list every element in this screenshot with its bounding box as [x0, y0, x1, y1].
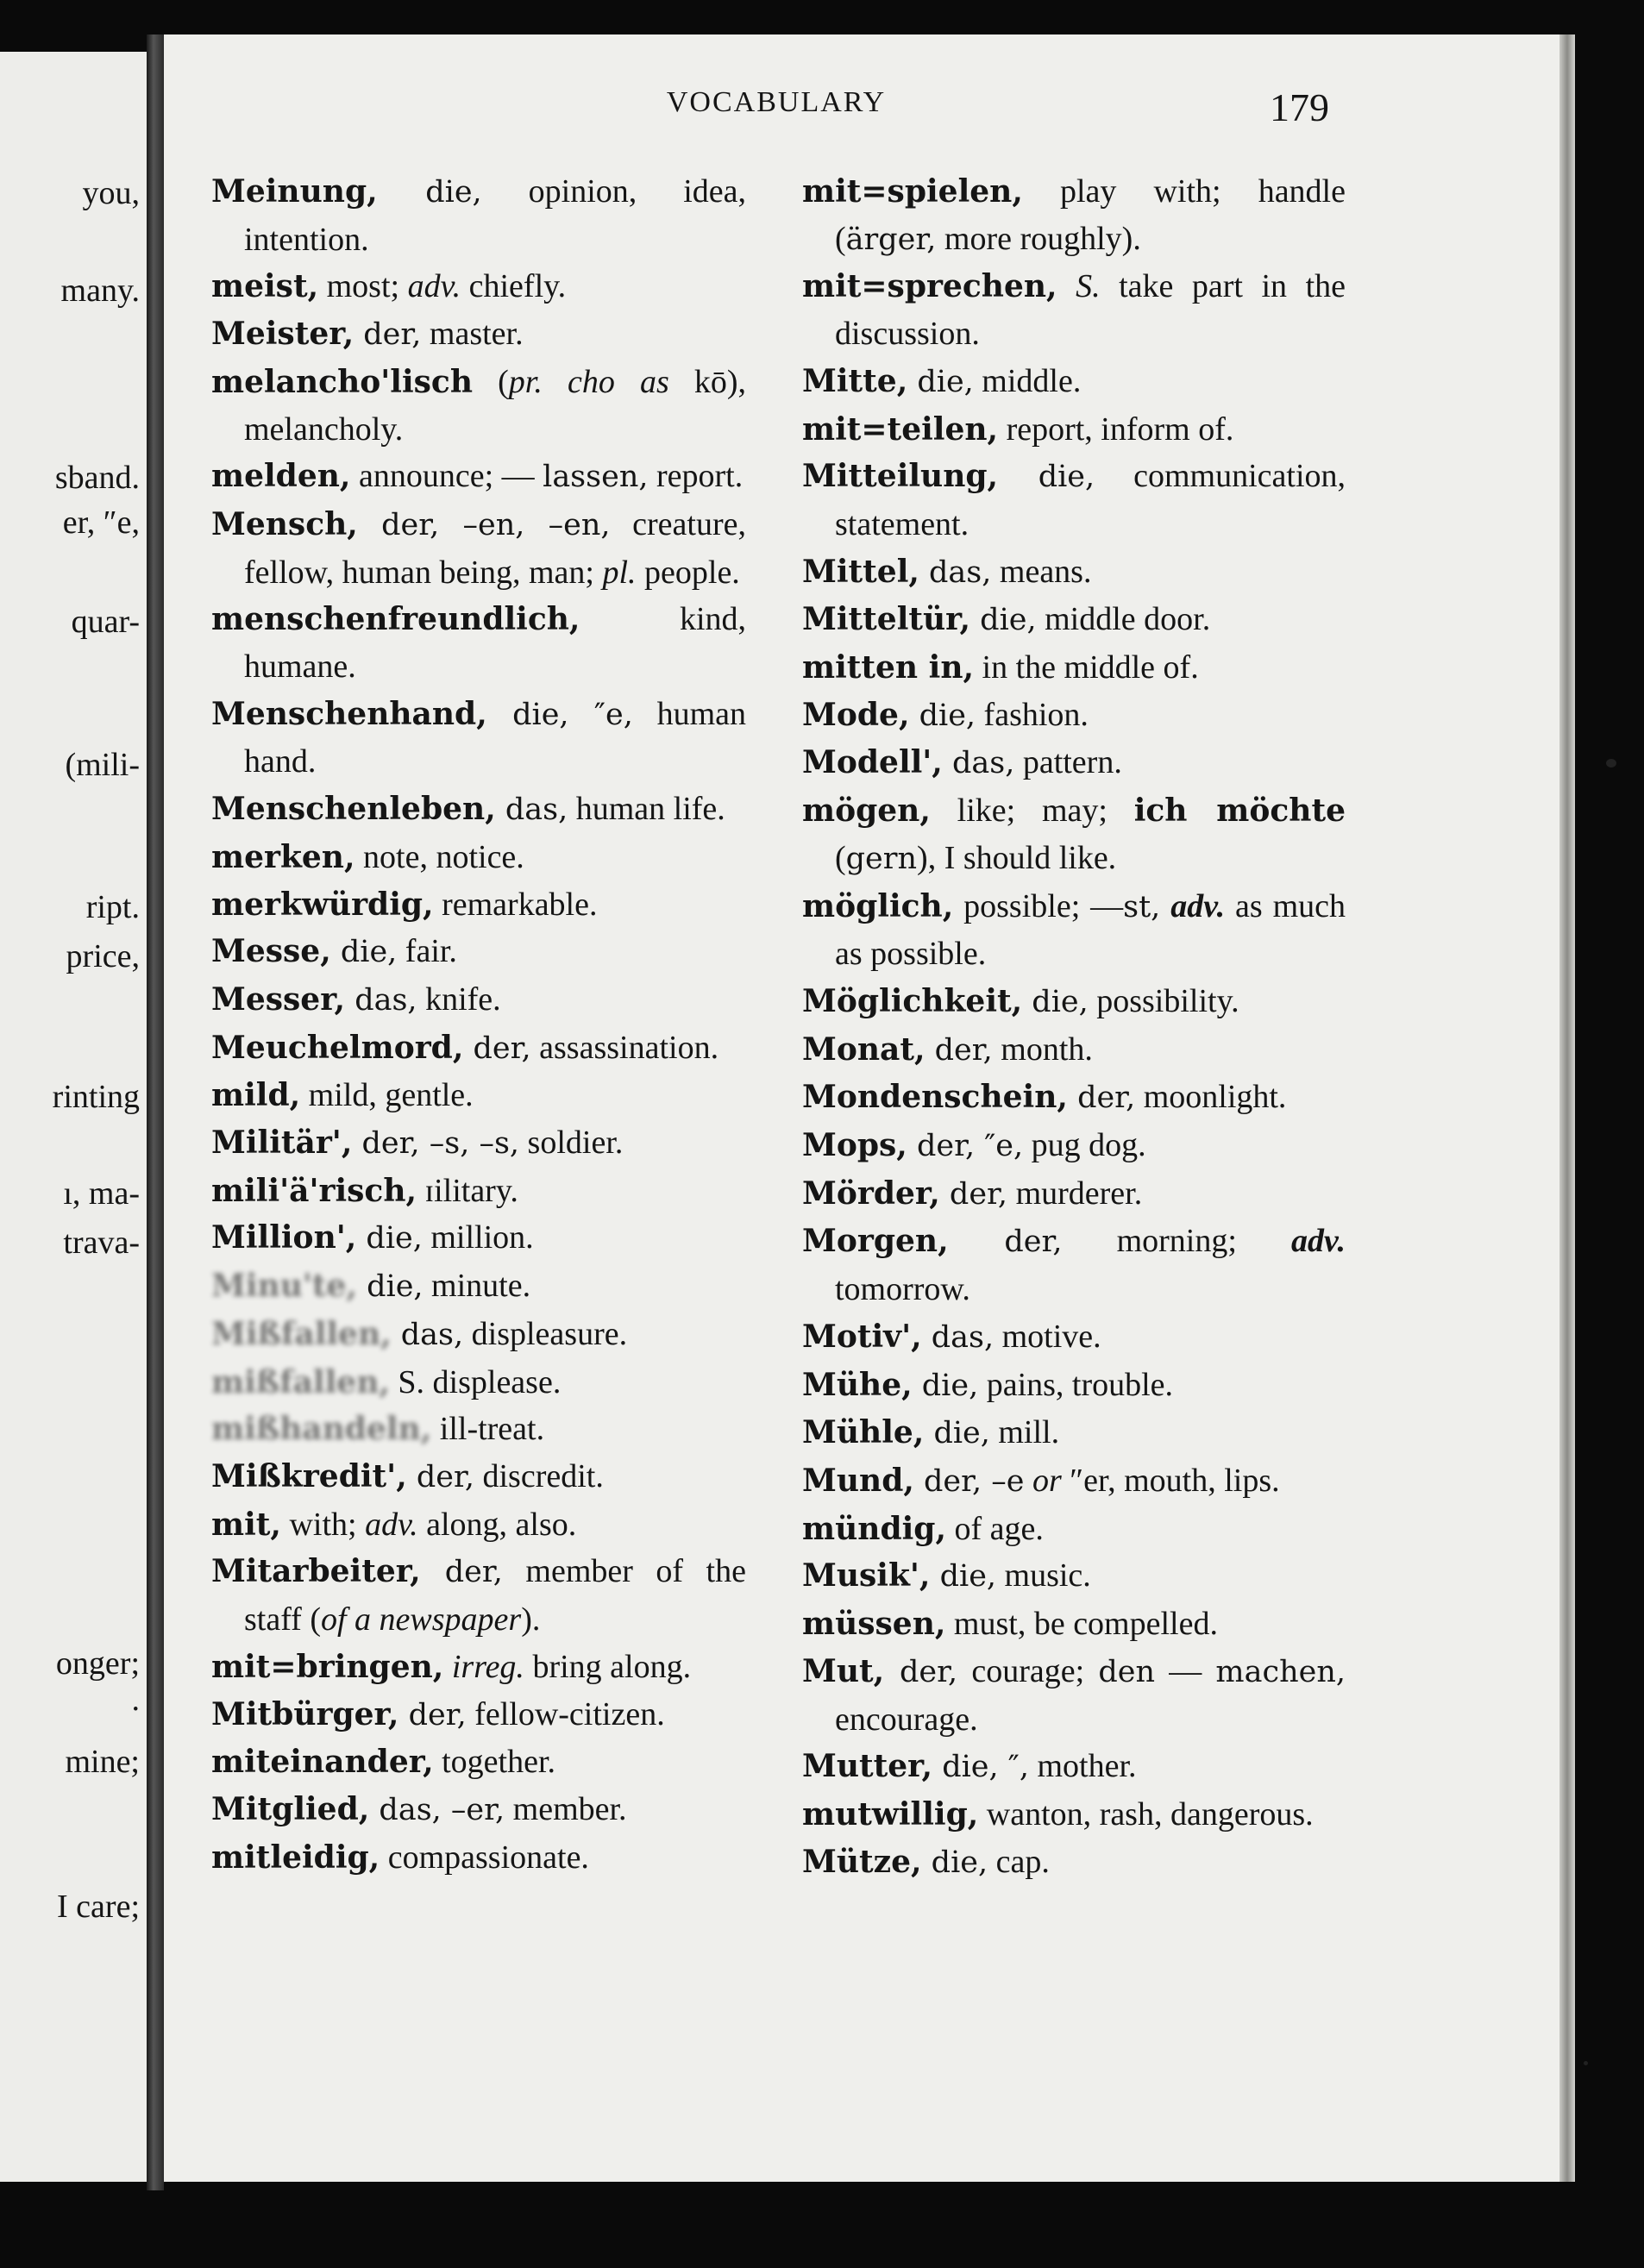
entry-text: human life.: [568, 791, 725, 828]
entry-text: mill.: [989, 1414, 1060, 1451]
vocabulary-entry: [802, 1648, 1346, 1743]
vocabulary-entry: [802, 1026, 1346, 1074]
left-page-fragment: mine;: [65, 1744, 140, 1780]
headword: Mitteilung,: [802, 458, 999, 495]
entry-text: die,: [970, 603, 1037, 638]
entry-text: minute.: [423, 1268, 531, 1305]
entry-text: more roughly).: [936, 220, 1141, 257]
page-number: 179: [1270, 85, 1329, 129]
headword: Mitarbeiter,: [211, 1553, 421, 1590]
headword: Minu'te,: [211, 1268, 357, 1305]
entry-text: opinion, idea, intention.: [244, 173, 747, 258]
vocabulary-entry: [802, 453, 1346, 548]
headword: miteinander,: [211, 1744, 434, 1781]
vocabulary-entry: [802, 1362, 1346, 1410]
headword: Messer,: [211, 981, 346, 1018]
entry-text: den: [1098, 1654, 1156, 1689]
entry-text: das, –er,: [369, 1792, 505, 1827]
vocabulary-entry: [211, 310, 746, 359]
headword: menschenfreundlich,: [211, 601, 580, 638]
entry-text: die,: [909, 698, 976, 733]
headword: Mittel,: [802, 553, 919, 590]
headword: Musik',: [802, 1557, 931, 1594]
entry-text: adv.: [407, 268, 461, 305]
entry-text: like; may;: [930, 793, 1134, 830]
headword: mit=sprechen,: [802, 268, 1057, 305]
headword: melancho'lisch: [211, 363, 474, 400]
left-page-fragment: ript.: [85, 889, 140, 925]
entry-text: der,: [406, 1459, 474, 1494]
headword: Mensch,: [211, 505, 358, 542]
vocabulary-entry: [211, 1359, 746, 1407]
vocabulary-entry: [802, 1122, 1346, 1170]
headword: Mund,: [802, 1462, 914, 1499]
headword: Mütze,: [802, 1843, 922, 1880]
vocabulary-entry: [211, 1406, 746, 1453]
entry-text: play with; handle (: [835, 173, 1346, 257]
headword: mild,: [211, 1077, 301, 1114]
headword: Mühe,: [802, 1366, 913, 1403]
entry-text: die,: [356, 1269, 424, 1305]
vocabulary-entry: [802, 1074, 1346, 1122]
entry-text: die,: [930, 1559, 997, 1594]
headword: Mitteltür,: [802, 601, 971, 638]
entry-text: month.: [992, 1031, 1093, 1068]
vocabulary-entry: [211, 1024, 746, 1073]
entry-text: member of the staff (: [244, 1553, 746, 1638]
vocabulary-entry: [211, 881, 746, 929]
entry-text: with;: [280, 1506, 366, 1543]
entry-text: discredit.: [474, 1457, 604, 1494]
running-title: VOCABULARY: [666, 86, 887, 118]
vocabulary-entry: [211, 786, 746, 834]
entry-text: machen,: [1215, 1654, 1346, 1689]
vocabulary-entry: [211, 1072, 746, 1119]
left-page-fragment: trava-: [63, 1225, 140, 1261]
entry-text: (: [835, 839, 846, 876]
left-page-fragment: er, ″e,: [62, 504, 140, 541]
headword: Million',: [211, 1219, 357, 1256]
entry-text: or: [1024, 1462, 1062, 1499]
entry-text: member.: [505, 1790, 627, 1827]
entry-text: die,: [998, 460, 1095, 495]
headword: Mißfallen,: [211, 1315, 392, 1352]
headword: mutwillig,: [802, 1795, 979, 1833]
headword: Mitte,: [802, 362, 908, 399]
entry-text: fellow-citizen.: [466, 1695, 665, 1732]
entry-text: gern: [845, 841, 918, 876]
vocabulary-entry: [211, 1501, 746, 1549]
vocabulary-entry: [211, 1834, 746, 1882]
entry-text: S. displease.: [389, 1363, 562, 1400]
vocabulary-entry: [211, 263, 746, 310]
vocabulary-entry: [802, 1601, 1346, 1648]
vocabulary-entry: [802, 1743, 1346, 1791]
entry-text: pr. cho as: [508, 363, 669, 400]
entry-text: announce; —: [350, 458, 543, 495]
entry-text: das,: [921, 1319, 995, 1355]
entry-text: adv.: [1160, 887, 1226, 924]
vocabulary-entry: [211, 1548, 746, 1643]
vocabulary-entry: [211, 1644, 746, 1691]
vocabulary-entry: [802, 1409, 1346, 1457]
entry-text: ), I should like.: [917, 839, 1117, 876]
headword: Morgen,: [802, 1223, 949, 1260]
headword: Menschenleben,: [211, 791, 496, 828]
vocabulary-entry: [802, 1218, 1346, 1313]
headword: merken,: [211, 838, 355, 875]
headword: ich möchte: [1133, 793, 1346, 830]
entry-text: ″er, mouth, lips.: [1061, 1462, 1280, 1499]
entry-text: together.: [433, 1744, 556, 1781]
entry-text: der, –en, –en,: [357, 507, 611, 542]
entry-text: kō), melancholy.: [244, 363, 746, 448]
headword: Mitbürger,: [211, 1695, 399, 1732]
vocabulary-entry: [802, 1791, 1346, 1839]
vocabulary-entry: [211, 1453, 746, 1501]
entry-text: die,: [377, 175, 482, 210]
entry-text: st,: [1123, 889, 1161, 924]
entry-text: mild, gentle.: [300, 1077, 474, 1114]
vocabulary-entry: [802, 548, 1346, 597]
entry-text: adv.: [365, 1506, 418, 1543]
left-page-fragment: ı, ma-: [63, 1175, 140, 1212]
entry-text: middle door.: [1036, 601, 1211, 638]
vocabulary-entry: [211, 1691, 746, 1739]
headword: Möglichkeit,: [802, 982, 1023, 1019]
vocabulary-entry: [802, 692, 1346, 740]
entry-text: pattern.: [1014, 744, 1122, 781]
headword: möglich,: [802, 887, 954, 924]
vocabulary-column-right: [802, 168, 1346, 1886]
entry-text: (: [473, 363, 509, 400]
headword: Mondenschein,: [802, 1079, 1068, 1116]
left-page-fragment: you,: [82, 175, 140, 211]
headword: Menschenhand,: [211, 695, 487, 732]
entry-text: moonlight.: [1135, 1079, 1287, 1116]
headword: Mode,: [802, 696, 910, 733]
left-page-fragment: I care;: [57, 1889, 140, 1925]
headword: mißfallen,: [211, 1363, 390, 1400]
entry-text: lassen,: [543, 460, 649, 495]
entry-text: pug dog.: [1023, 1127, 1146, 1164]
entry-text: der,: [884, 1654, 958, 1689]
entry-text: morning;: [1062, 1223, 1292, 1260]
vocabulary-entry: [802, 978, 1346, 1026]
vocabulary-entry: [802, 1457, 1346, 1506]
entry-text: master.: [421, 316, 524, 353]
page-edge: [1559, 34, 1575, 2182]
vocabulary-entry: [211, 1739, 746, 1786]
headword: Mops,: [802, 1127, 907, 1164]
vocabulary-entry: [802, 1506, 1346, 1553]
vocabulary-entry: [211, 1786, 746, 1834]
vocabulary-entry: [211, 1119, 746, 1168]
entry-text: fair.: [397, 933, 457, 970]
entry-text: in the middle of.: [974, 649, 1199, 686]
vocabulary-entry: [802, 1552, 1346, 1601]
entry-text: das,: [345, 982, 417, 1018]
entry-text: communication, statement.: [835, 458, 1346, 542]
entry-text: die, ″,: [932, 1750, 1029, 1785]
vocabulary-entry: [802, 1313, 1346, 1362]
entry-text: die,: [921, 1845, 988, 1880]
vocabulary-entry: [802, 739, 1346, 787]
vocabulary-entry: [211, 834, 746, 881]
vocabulary-entry: [211, 976, 746, 1024]
entry-text: pl.: [602, 554, 637, 591]
entry-text: der, ″e,: [907, 1129, 1024, 1164]
vocabulary-entry: [802, 596, 1346, 644]
headword: melden,: [211, 458, 351, 495]
headword: mögen,: [802, 793, 931, 830]
entry-text: die,: [330, 935, 398, 970]
vocabulary-entry: [211, 168, 746, 263]
left-page-fragment: price,: [66, 938, 140, 974]
book-gutter: [147, 34, 164, 2190]
headword: Messe,: [211, 933, 331, 970]
entry-text: human hand.: [244, 695, 746, 780]
vocabulary-entry: [211, 1311, 746, 1359]
entry-text: tomorrow.: [835, 1271, 970, 1308]
headword: mit=spielen,: [802, 173, 1023, 210]
headword: müssen,: [802, 1606, 946, 1643]
entry-text: ɪilitary.: [417, 1172, 518, 1209]
headword: Meister,: [211, 316, 355, 353]
entry-text: der,: [354, 317, 422, 353]
headword: Monat,: [802, 1031, 926, 1068]
entry-text: —: [1155, 1652, 1216, 1689]
headword: Militär',: [211, 1125, 353, 1162]
entry-text: der,: [420, 1555, 503, 1590]
entry-text: irreg.: [443, 1648, 524, 1685]
vocabulary-entry: [211, 1214, 746, 1262]
vocabulary-entry: [211, 359, 746, 453]
headword: merkwürdig,: [211, 886, 434, 923]
headword: Mitglied,: [211, 1790, 370, 1827]
ink-speck: [1606, 759, 1616, 767]
entry-text: das,: [495, 793, 568, 828]
entry-text: die,: [924, 1416, 990, 1451]
left-page-fragment: (mili-: [65, 747, 140, 783]
vocabulary-entry: [211, 596, 746, 690]
entry-text: wanton, rash, dangerous.: [978, 1795, 1314, 1833]
entry-text: der,: [463, 1031, 531, 1066]
left-page-fragment: sband.: [54, 460, 140, 496]
vocabulary-entry: [802, 883, 1346, 978]
entry-text: possibility.: [1088, 982, 1239, 1019]
headword: mit=teilen,: [802, 410, 999, 448]
entry-text: der, –s, –s,: [352, 1126, 520, 1162]
entry-text: of age.: [946, 1510, 1044, 1547]
entry-text: middle.: [973, 362, 1082, 399]
entry-text: ).: [521, 1601, 541, 1638]
entry-text: der,: [939, 1176, 1008, 1212]
headword: mißhandeln,: [211, 1411, 432, 1448]
entry-text: adv.: [1291, 1223, 1346, 1260]
entry-text: of a newspaper: [321, 1601, 522, 1638]
left-page-fragment: many.: [60, 273, 140, 309]
headword: Mißkredit',: [211, 1457, 407, 1494]
entry-text: der,: [925, 1032, 993, 1068]
headword: Meinung,: [211, 173, 378, 210]
entry-text: murderer.: [1007, 1175, 1143, 1212]
headword: Mühle,: [802, 1414, 925, 1451]
entry-text: note, notice.: [355, 838, 524, 875]
entry-text: der,: [948, 1225, 1063, 1260]
entry-text: people.: [636, 554, 740, 591]
vocabulary-entry: [211, 1262, 746, 1311]
entry-text: motive.: [994, 1318, 1101, 1355]
vocabulary-entry: [211, 691, 746, 786]
entry-text: report, inform of.: [998, 410, 1234, 448]
entry-text: der,: [398, 1697, 467, 1732]
entry-text: compassionate.: [380, 1839, 589, 1876]
headword: Mörder,: [802, 1175, 940, 1212]
headword: Mut,: [802, 1652, 885, 1689]
left-page-fragment: quar-: [71, 604, 140, 640]
vocabulary-entry: [802, 1170, 1346, 1219]
entry-text: must, be compelled.: [945, 1606, 1218, 1643]
ink-speck: [1584, 2061, 1588, 2065]
entry-text: music.: [996, 1557, 1091, 1594]
headword: meist,: [211, 268, 319, 305]
entry-text: ill-treat.: [431, 1411, 545, 1448]
entry-text: remarkable.: [433, 886, 598, 923]
headword: mili'ä'risch,: [211, 1172, 417, 1209]
headword: mündig,: [802, 1510, 946, 1547]
entry-text: million.: [422, 1219, 534, 1256]
entry-text: das,: [391, 1317, 464, 1352]
left-page-fragment: rinting: [52, 1079, 140, 1115]
entry-text: soldier.: [519, 1125, 624, 1162]
vocabulary-entry: [802, 644, 1346, 692]
entry-text: die,: [356, 1221, 423, 1256]
headword: mit=bringen,: [211, 1648, 444, 1685]
entry-text: das,: [919, 554, 992, 590]
entry-text: der,: [1067, 1081, 1136, 1116]
entry-text: encourage.: [835, 1701, 978, 1738]
entry-text: kind, humane.: [244, 601, 746, 686]
entry-text: ärger,: [845, 222, 937, 257]
entry-text: along, also.: [417, 1506, 577, 1543]
vocabulary-entry: [211, 453, 746, 501]
left-page-fragment: .: [131, 1682, 140, 1718]
entry-text: means.: [991, 553, 1092, 590]
entry-text: assassination.: [530, 1029, 719, 1066]
entry-text: most;: [318, 268, 408, 305]
entry-text: fashion.: [976, 696, 1089, 733]
vocabulary-column-left: [211, 168, 746, 1881]
left-page-fragment: onger;: [55, 1645, 140, 1682]
vocabulary-entry: [802, 358, 1346, 406]
entry-text: die,: [1022, 984, 1089, 1019]
entry-text: creature, fellow, human being, man;: [244, 505, 746, 591]
entry-text: mother.: [1028, 1748, 1137, 1785]
vocabulary-entry: [802, 406, 1346, 454]
headword: mit,: [211, 1506, 281, 1543]
headword: Modell',: [802, 744, 943, 781]
vocabulary-entry: [802, 263, 1346, 357]
entry-text: knife.: [417, 981, 501, 1018]
vocabulary-entry: [211, 928, 746, 976]
left-page-edge: [0, 52, 147, 2182]
entry-text: displeasure.: [463, 1315, 628, 1352]
headword: mitleidig,: [211, 1839, 380, 1876]
vocabulary-entry: [802, 1839, 1346, 1887]
headword: Motiv',: [802, 1318, 922, 1355]
vocabulary-entry: [211, 1168, 746, 1215]
entry-text: take part in the discussion.: [835, 268, 1346, 353]
entry-text: report.: [648, 458, 744, 495]
headword: Meuchelmord,: [211, 1029, 464, 1066]
entry-text: die, ″e,: [486, 697, 633, 732]
vocabulary-entry: [802, 168, 1346, 263]
entry-text: courage;: [957, 1652, 1099, 1689]
headword: mitten in,: [802, 649, 975, 686]
entry-text: S.: [1057, 268, 1101, 305]
entry-text: der, –e: [913, 1463, 1025, 1499]
vocabulary-entry: [211, 501, 746, 596]
entry-text: die,: [907, 364, 974, 399]
entry-text: bring along.: [524, 1648, 692, 1685]
headword: Mutter,: [802, 1748, 933, 1785]
entry-text: die,: [912, 1368, 979, 1403]
vocabulary-entry: [802, 787, 1346, 882]
entry-text: cap.: [988, 1843, 1050, 1880]
entry-text: chiefly.: [461, 268, 567, 305]
entry-text: das,: [942, 746, 1015, 781]
entry-text: as much as possible.: [835, 887, 1346, 973]
entry-text: pains, trouble.: [978, 1366, 1174, 1403]
entry-text: possible; —: [953, 887, 1124, 924]
